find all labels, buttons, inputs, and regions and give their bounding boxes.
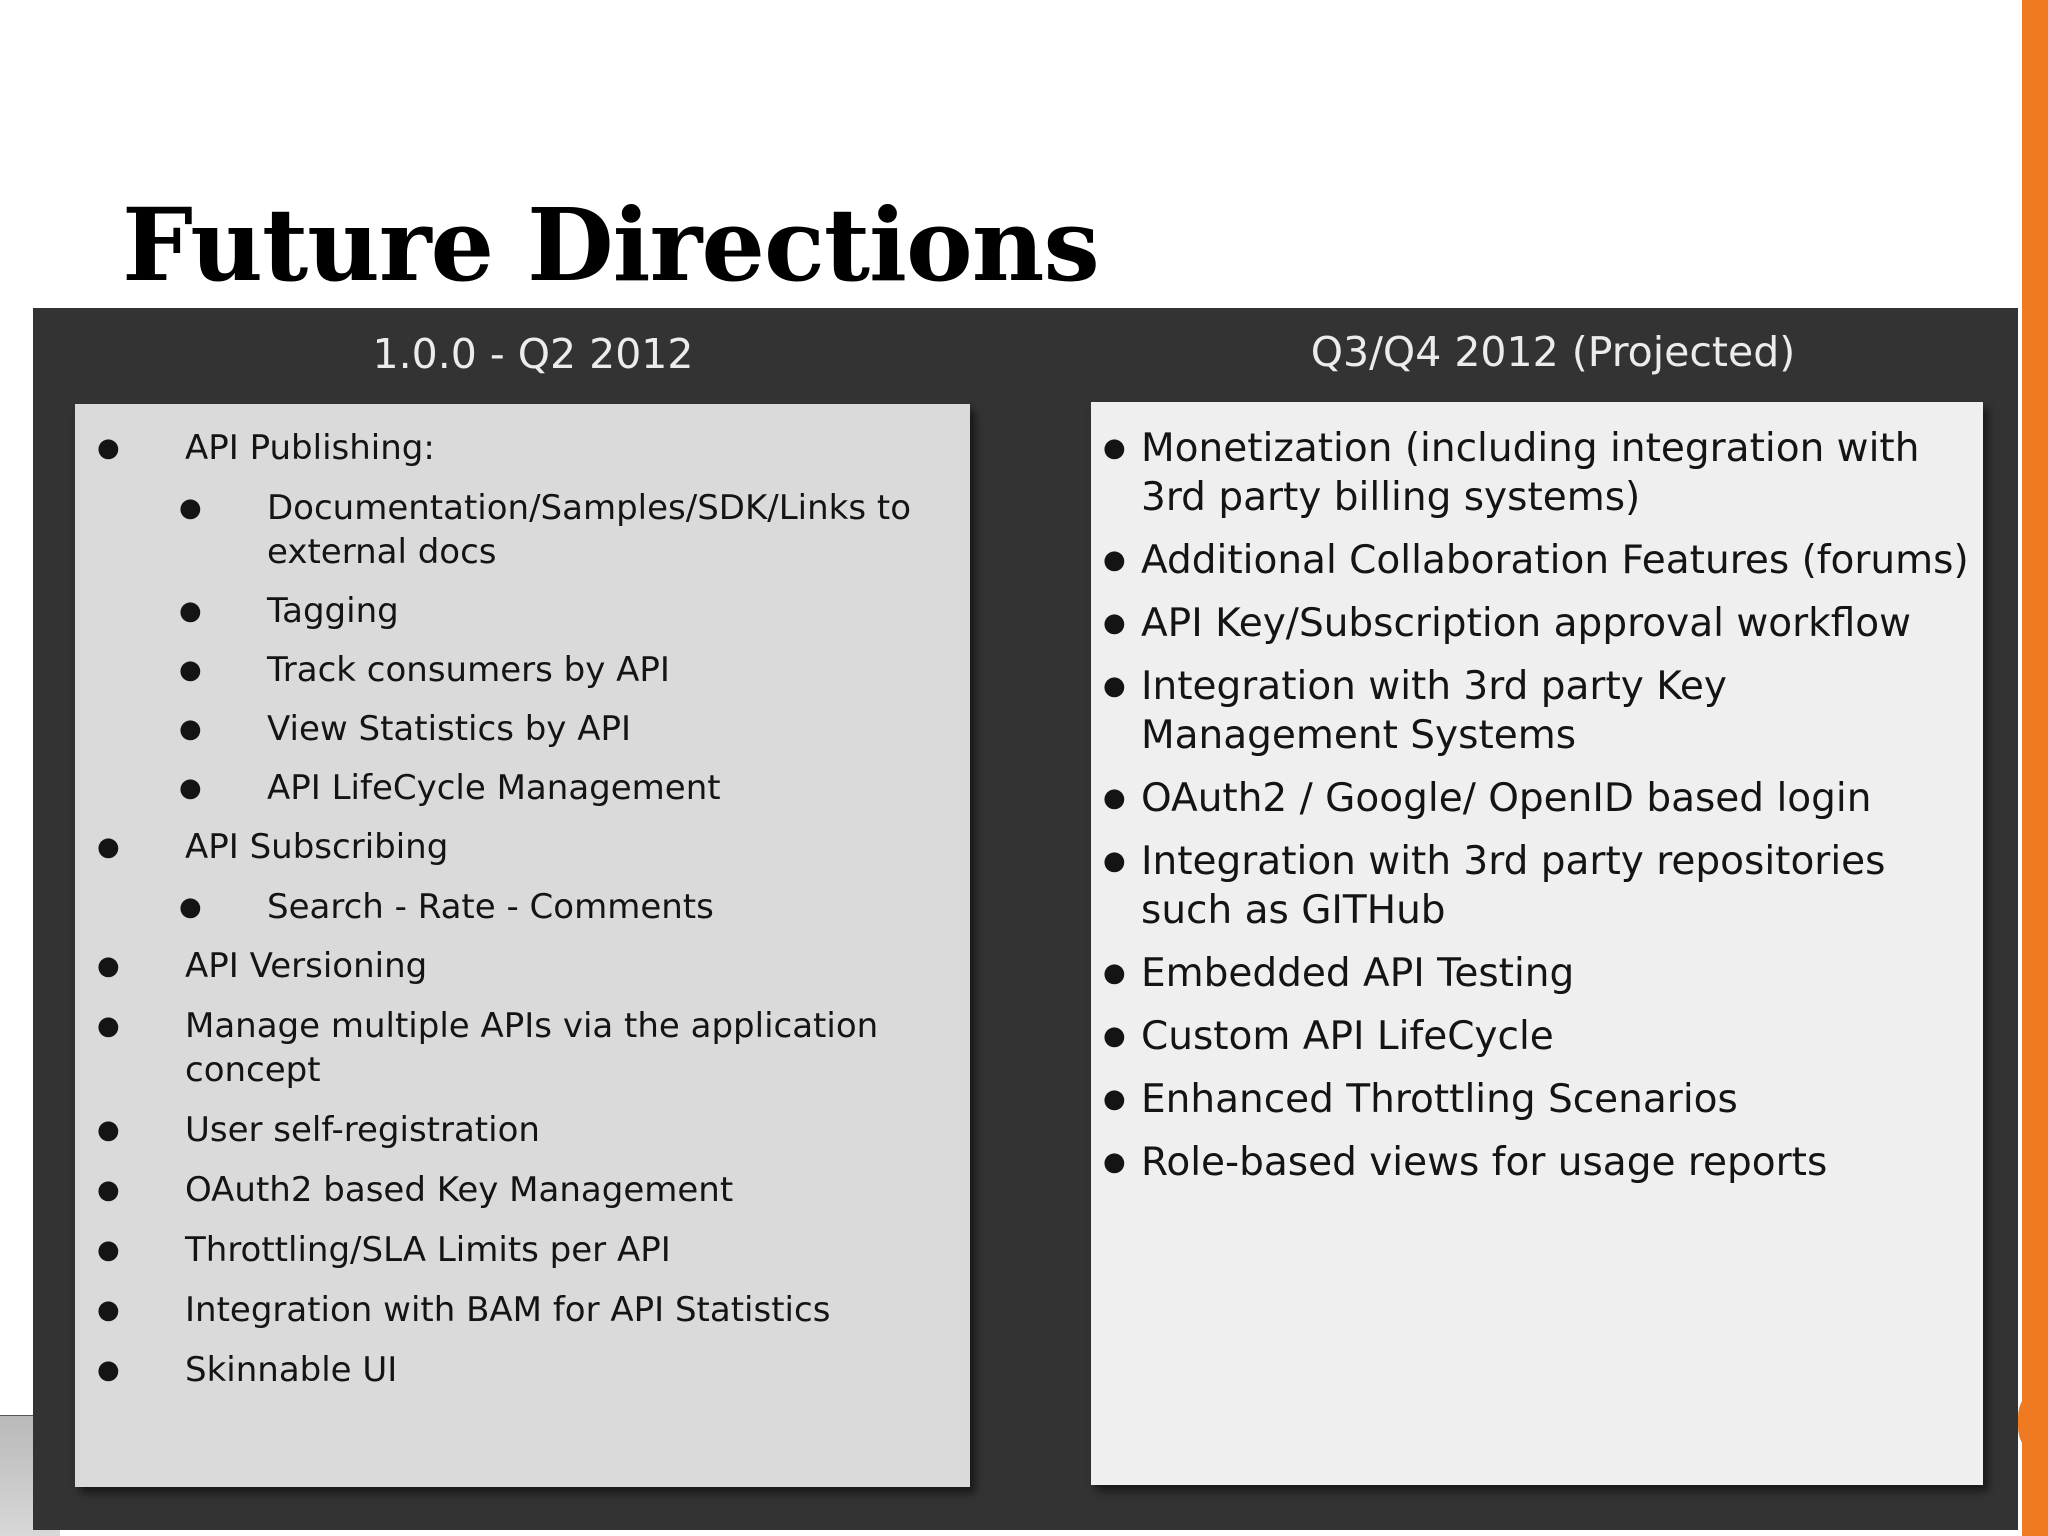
list-item-text: Skinnable UI [185, 1350, 398, 1390]
list-item-text: Embedded API Testing [1141, 951, 1575, 996]
bullet-icon: ● [97, 1175, 120, 1205]
list-item-text: Documentation/Samples/SDK/Links to external docs [267, 488, 912, 572]
list-item-text: OAuth2 based Key Management [185, 1170, 734, 1210]
bullet-icon: ● [1103, 545, 1126, 575]
left-feature-list [75, 426, 965, 1408]
list-item-text: Tagging [267, 591, 399, 631]
list-item [1091, 837, 1981, 935]
bullet-icon: ● [179, 655, 202, 685]
list-item [75, 589, 965, 633]
right-column-panel [1091, 402, 1983, 1485]
right-feature-list [1091, 424, 1981, 1201]
list-item-text: API Subscribing [185, 827, 449, 867]
list-item [75, 648, 965, 692]
list-item-text: Additional Collaboration Features (forums) [1141, 538, 1969, 583]
list-item [75, 1288, 965, 1332]
list-item [75, 944, 965, 988]
bullet-icon: ● [97, 1295, 120, 1325]
list-item [75, 486, 965, 574]
left-column-heading: 1.0.0 - Q2 2012 [372, 330, 694, 378]
list-item-text: Track consumers by API [267, 650, 670, 690]
list-item [75, 1004, 965, 1092]
bullet-icon: ● [179, 714, 202, 744]
bullet-icon: ● [1103, 671, 1126, 701]
list-item [75, 707, 965, 751]
bullet-icon: ● [1103, 608, 1126, 638]
bullet-icon: ● [97, 951, 120, 981]
bullet-icon: ● [1103, 433, 1126, 463]
list-item-text: OAuth2 / Google/ OpenID based login [1141, 776, 1872, 821]
bullet-icon: ● [1103, 1147, 1126, 1177]
bullet-icon: ● [179, 773, 202, 803]
list-item [1091, 774, 1981, 823]
bullet-icon: ● [1103, 958, 1126, 988]
list-item [1091, 424, 1981, 522]
right-column-heading: Q3/Q4 2012 (Projected) [1310, 328, 1796, 376]
slide-title: Future Directions [122, 186, 1099, 304]
bullet-icon: ● [1103, 1021, 1126, 1051]
list-item [1091, 949, 1981, 998]
list-item [1091, 662, 1981, 760]
list-item-text: Monetization (including integration with 3rd party billing systems) [1141, 426, 1920, 520]
bullet-icon: ● [97, 1115, 120, 1145]
bullet-icon: ● [1103, 783, 1126, 813]
bullet-icon: ● [97, 1355, 120, 1385]
list-item-text: API Key/Subscription approval workflow [1141, 601, 1912, 646]
list-item [75, 825, 965, 869]
list-item-text: Search - Rate - Comments [267, 887, 714, 927]
list-item-text: User self-registration [185, 1110, 540, 1150]
list-item-text: Throttling/SLA Limits per API [185, 1230, 671, 1270]
comparison-board [33, 308, 2018, 1530]
list-item-text: Enhanced Throttling Scenarios [1141, 1077, 1738, 1122]
list-item-text: Integration with 3rd party repositories such as GITHub [1141, 839, 1886, 933]
list-item [1091, 599, 1981, 648]
list-item [1091, 1075, 1981, 1124]
list-item-text: Role-based views for usage reports [1141, 1140, 1828, 1185]
list-item [1091, 1012, 1981, 1061]
list-item [1091, 1138, 1981, 1187]
bullet-icon: ● [179, 596, 202, 626]
list-item [1091, 536, 1981, 585]
left-column-panel [75, 404, 970, 1487]
list-item [75, 1348, 965, 1392]
bullet-icon: ● [179, 892, 202, 922]
list-item-text: API Publishing: [185, 428, 435, 468]
list-item [75, 766, 965, 810]
list-item [75, 885, 965, 929]
bullet-icon: ● [97, 1235, 120, 1265]
list-item [75, 1168, 965, 1212]
list-item [75, 1228, 965, 1272]
bullet-icon: ● [97, 1011, 120, 1041]
bullet-icon: ● [1103, 846, 1126, 876]
list-item-text: Integration with 3rd party Key Management Systems [1141, 664, 1727, 758]
bullet-icon: ● [97, 832, 120, 862]
list-item [75, 1108, 965, 1152]
bullet-icon: ● [179, 493, 202, 523]
list-item-text: API Versioning [185, 946, 428, 986]
bullet-icon: ● [1103, 1084, 1126, 1114]
list-item [75, 426, 965, 470]
list-item-text: Integration with BAM for API Statistics [185, 1290, 831, 1330]
list-item-text: API LifeCycle Management [267, 768, 721, 808]
list-item-text: View Statistics by API [267, 709, 632, 749]
accent-bar [2022, 0, 2048, 1536]
bullet-icon: ● [97, 433, 120, 463]
list-item-text: Manage multiple APIs via the application concept [185, 1006, 879, 1090]
list-item-text: Custom API LifeCycle [1141, 1014, 1554, 1059]
